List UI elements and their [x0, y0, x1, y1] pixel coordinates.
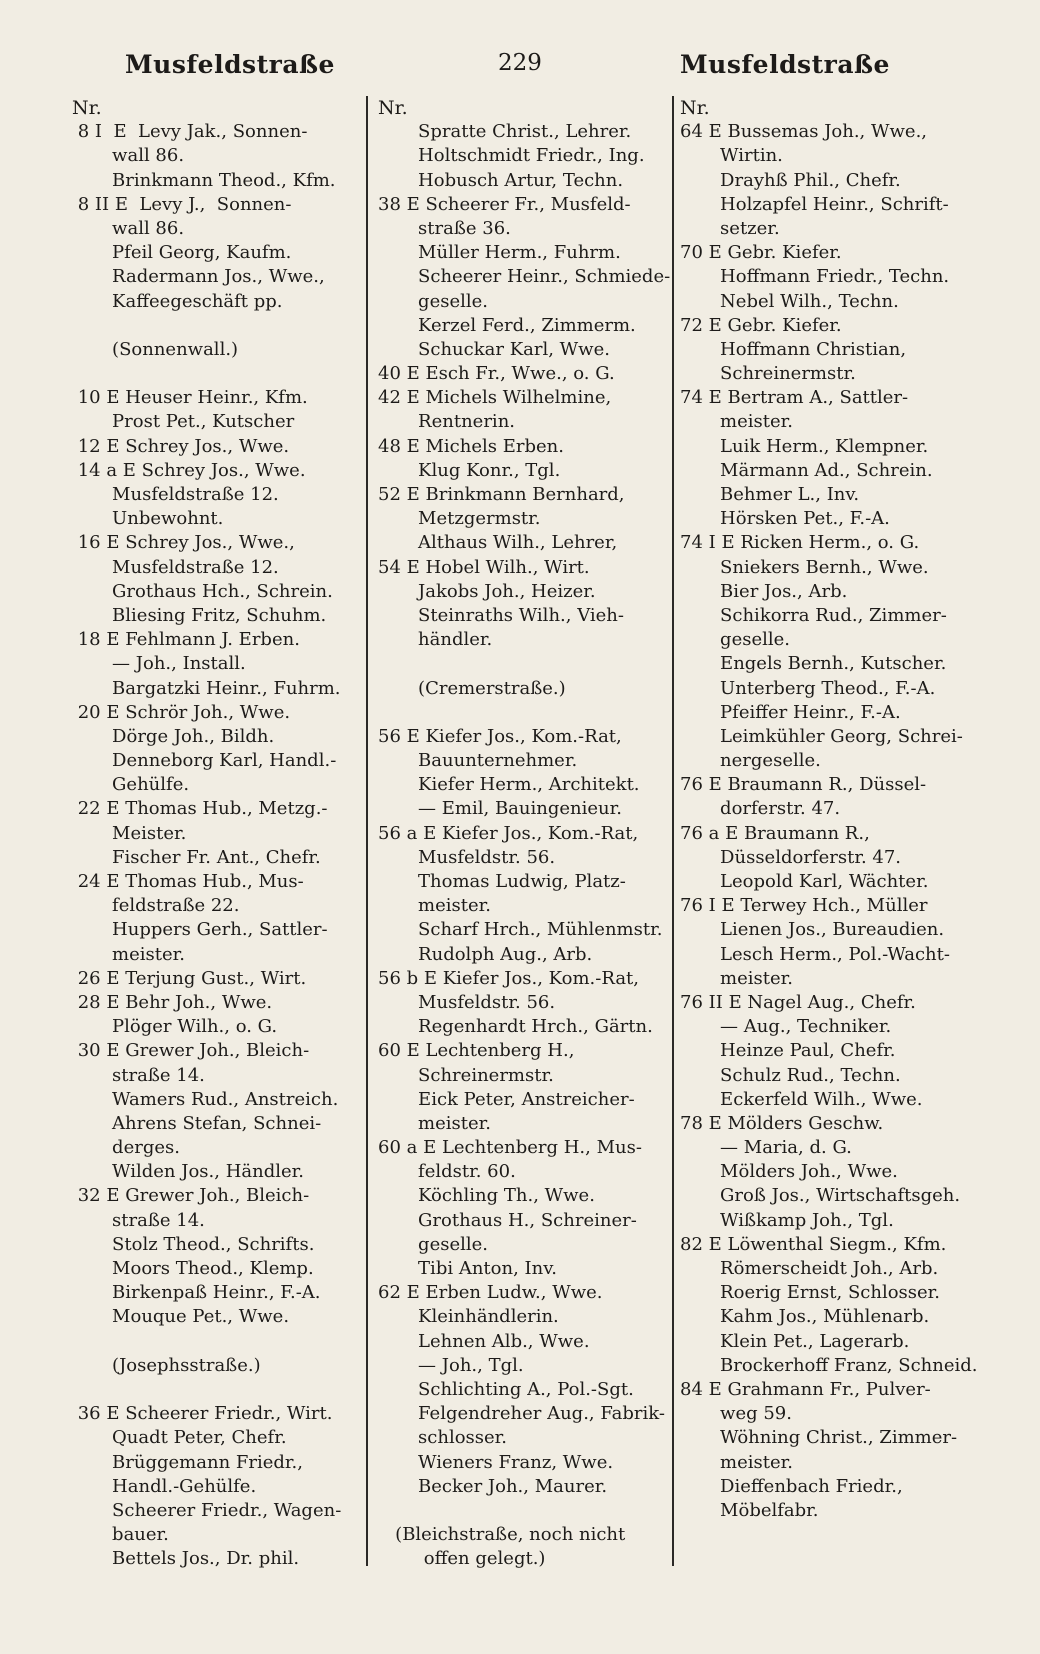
- resident-entry: Moors Theod., Klemp.: [72, 1258, 314, 1279]
- resident-entry: Becker Joh., Maurer.: [378, 1475, 608, 1497]
- resident-entry: Kleinhändlerin.: [378, 1306, 559, 1328]
- resident-entry: Möbelfabr.: [680, 1499, 819, 1521]
- resident-entry: Bauunternehmer.: [378, 750, 578, 772]
- resident-entry: Musfeldstraße 12.: [72, 556, 279, 578]
- resident-entry: Quadt Peter, Chefr.: [72, 1427, 287, 1449]
- resident-entry: Grothaus H., Schreiner-: [378, 1209, 637, 1231]
- house-entry: 64 E Bussemas Joh., Wwe.,: [680, 121, 928, 143]
- spacer: [378, 701, 678, 725]
- house-entry: 38 E Scheerer Fr., Musfeld-: [378, 193, 631, 215]
- house-entry: 62 E Erben Ludw., Wwe.: [378, 1282, 603, 1304]
- resident-entry: Denneborg Karl, Handl.-: [72, 750, 337, 772]
- resident-entry: Hoffmann Christian,: [680, 338, 907, 360]
- house-entry: 28 E Behr Joh., Wwe.: [72, 991, 273, 1013]
- resident-entry: Dörge Joh., Bildh.: [72, 725, 275, 747]
- resident-entry: Scharf Hrch., Mühlenmstr.: [378, 919, 663, 941]
- resident-entry: Brüggemann Friedr.,: [72, 1451, 303, 1473]
- resident-entry: Eckerfeld Wilh., Wwe.: [680, 1088, 923, 1110]
- house-entry: 78 E Mölders Geschw.: [680, 1112, 884, 1134]
- column-heading-nr: Nr.: [378, 97, 408, 119]
- resident-entry: Düsseldorferstr. 47.: [680, 846, 902, 868]
- resident-entry: Schlichting A., Pol.-Sgt.: [378, 1378, 634, 1400]
- resident-entry: Drayhß Phil., Chefr.: [680, 169, 901, 191]
- cross-street-label: (Cremerstraße.): [378, 677, 566, 699]
- resident-entry: Sniekers Bernh., Wwe.: [680, 556, 929, 578]
- resident-entry: Mölders Joh., Wwe.: [680, 1161, 898, 1183]
- resident-entry: Wieners Franz, Wwe.: [378, 1451, 614, 1473]
- house-entry: 20 E Schrör Joh., Wwe.: [72, 701, 291, 723]
- resident-entry: bauer.: [72, 1524, 169, 1546]
- resident-entry: Scheerer Friedr., Wagen-: [72, 1499, 342, 1521]
- resident-entry: Huppers Gerh., Sattler-: [72, 919, 328, 941]
- resident-entry: Metzgermstr.: [378, 508, 541, 530]
- house-entry: 24 E Thomas Hub., Mus-: [72, 871, 304, 892]
- house-entry: 18 E Fehlmann J. Erben.: [72, 629, 300, 651]
- house-entry: 14 a E Schrey Jos., Wwe.: [72, 459, 306, 481]
- house-entry: 22 E Thomas Hub., Metzg.-: [72, 798, 328, 820]
- house-entry: 82 E Löwenthal Siegm., Kfm.: [680, 1233, 947, 1255]
- resident-entry: Kerzel Ferd., Zimmerm.: [378, 314, 636, 336]
- resident-entry: Behmer L., Inv.: [680, 484, 860, 505]
- house-entry: 26 E Terjung Gust., Wirt.: [72, 967, 307, 989]
- resident-entry: straße 14.: [72, 1064, 205, 1086]
- resident-entry: Leopold Karl, Wächter.: [680, 871, 929, 892]
- resident-entry: Hoffmann Friedr., Techn.: [680, 266, 950, 288]
- page-number: 229: [498, 50, 542, 76]
- house-entry: 76 E Braumann R., Düssel-: [680, 774, 927, 796]
- resident-entry: — Maria, d. G.: [680, 1137, 852, 1159]
- resident-entry: Holtschmidt Friedr., Ing.: [378, 145, 645, 167]
- resident-entry: Grothaus Hch., Schrein.: [72, 580, 333, 602]
- resident-entry: Gehülfe.: [72, 774, 190, 796]
- resident-entry: Regenhardt Hrch., Gärtn.: [378, 1016, 653, 1038]
- resident-entry: feldstraße 22.: [72, 895, 240, 917]
- house-entry: 8 I E Levy Jak., Sonnen-: [72, 121, 308, 143]
- house-entry: 56 E Kiefer Jos., Kom.-Rat,: [378, 725, 622, 747]
- resident-entry: Ahrens Stefan, Schnei-: [72, 1112, 322, 1134]
- resident-entry: Musfeldstraße 12.: [72, 484, 279, 505]
- resident-entry: Leimkühler Georg, Schrei-: [680, 725, 963, 747]
- resident-entry: Brinkmann Theod., Kfm.: [72, 169, 336, 191]
- resident-entry: Kahm Jos., Mühlenarb.: [680, 1306, 930, 1328]
- house-entry: 56 a E Kiefer Jos., Kom.-Rat,: [378, 822, 639, 844]
- house-entry: 76 I E Terwey Hch., Müller: [680, 895, 928, 917]
- resident-entry: Hörsken Pet., F.-A.: [680, 508, 890, 530]
- resident-entry: Märmann Ad., Schrein.: [680, 459, 933, 481]
- resident-entry: Klein Pet., Lagerarb.: [680, 1330, 910, 1352]
- cross-street-label: (Bleichstraße, noch nicht: [378, 1524, 626, 1546]
- resident-entry: Bliesing Fritz, Schuhm.: [72, 604, 327, 626]
- resident-entry: Eick Peter, Anstreicher-: [378, 1088, 635, 1110]
- resident-entry: dorferstr. 47.: [680, 798, 841, 820]
- house-entry: 74 I E Ricken Herm., o. G.: [680, 532, 920, 554]
- resident-entry: Römerscheidt Joh., Arb.: [680, 1258, 939, 1279]
- resident-entry: — Joh., Tgl.: [378, 1354, 524, 1376]
- resident-entry: Birkenpaß Heinr., F.-A.: [72, 1282, 321, 1304]
- house-entry: 36 E Scheerer Friedr., Wirt.: [72, 1403, 333, 1425]
- resident-entry: Schreinermstr.: [378, 1064, 554, 1086]
- resident-entry: Brockerhoff Franz, Schneid.: [680, 1354, 978, 1376]
- resident-entry: Handl.-Gehülfe.: [72, 1475, 257, 1497]
- house-entry: 74 E Bertram A., Sattler-: [680, 387, 909, 409]
- spacer: [72, 314, 368, 338]
- house-entry: 54 E Hobel Wilh., Wirt.: [378, 556, 590, 578]
- resident-entry: Tibi Anton, Inv.: [378, 1258, 557, 1279]
- resident-entry: Holzapfel Heinr., Schrift-: [680, 193, 949, 215]
- resident-entry: Felgendreher Aug., Fabrik-: [378, 1403, 665, 1425]
- resident-entry: Pfeiffer Heinr., F.-A.: [680, 701, 901, 723]
- resident-entry: Radermann Jos., Wwe.,: [72, 266, 325, 288]
- resident-entry: feldstr. 60.: [378, 1161, 516, 1183]
- resident-entry: Rudolph Aug., Arb.: [378, 943, 593, 965]
- resident-entry: Wöhning Christ., Zimmer-: [680, 1427, 958, 1449]
- house-entry: 84 E Grahmann Fr., Pulver-: [680, 1378, 931, 1400]
- resident-entry: offen gelegt.): [378, 1548, 546, 1570]
- resident-entry: straße 36.: [378, 217, 511, 239]
- resident-entry: Schulz Rud., Techn.: [680, 1064, 901, 1086]
- resident-entry: Wirtin.: [680, 145, 783, 167]
- resident-entry: Schreinermstr.: [680, 363, 856, 385]
- directory-column-3: [680, 96, 985, 1523]
- house-entry: 48 E Michels Erben.: [378, 435, 564, 457]
- house-entry: 32 E Grewer Joh., Bleich-: [72, 1185, 310, 1207]
- resident-entry: Unterberg Theod., F.-A.: [680, 677, 936, 699]
- resident-entry: straße 14.: [72, 1209, 205, 1231]
- resident-entry: — Joh., Install.: [72, 653, 246, 675]
- resident-entry: Lienen Jos., Bureaudien.: [680, 919, 945, 941]
- resident-entry: Dieffenbach Friedr.,: [680, 1475, 903, 1497]
- resident-entry: Schuckar Karl, Wwe.: [378, 338, 610, 360]
- resident-entry: Plöger Wilh., o. G.: [72, 1016, 278, 1038]
- resident-entry: Köchling Th., Wwe.: [378, 1185, 595, 1207]
- page-header: [0, 50, 1040, 90]
- resident-entry: Groß Jos., Wirtschaftsgeh.: [680, 1185, 961, 1207]
- resident-entry: schlosser.: [378, 1427, 508, 1449]
- house-entry: 60 a E Lechtenberg H., Mus-: [378, 1137, 642, 1159]
- resident-entry: Fischer Fr. Ant., Chefr.: [72, 846, 321, 868]
- resident-entry: Lehnen Alb., Wwe.: [378, 1330, 590, 1352]
- resident-entry: wall 86.: [72, 145, 185, 167]
- resident-entry: Schikorra Rud., Zimmer-: [680, 604, 947, 626]
- directory-column-1: [72, 96, 368, 1571]
- resident-entry: Stolz Theod., Schrifts.: [72, 1233, 315, 1255]
- house-entry: 76 a E Braumann R.,: [680, 822, 870, 844]
- resident-entry: Engels Bernh., Kutscher.: [680, 653, 947, 675]
- resident-entry: Kaffeegeschäft pp.: [72, 290, 283, 312]
- house-entry: 10 E Heuser Heinr., Kfm.: [72, 387, 308, 409]
- house-entry: 72 E Gebr. Kiefer.: [680, 314, 842, 336]
- house-entry: 8 II E Levy J., Sonnen-: [72, 193, 292, 215]
- resident-entry: Lesch Herm., Pol.-Wacht-: [680, 943, 950, 965]
- house-entry: 12 E Schrey Jos., Wwe.: [72, 435, 290, 457]
- resident-entry: Rentnerin.: [378, 411, 516, 433]
- resident-entry: Mouque Pet., Wwe.: [72, 1306, 290, 1328]
- column-heading-nr: Nr.: [680, 97, 710, 119]
- resident-entry: setzer.: [680, 217, 780, 239]
- resident-entry: Steinraths Wilh., Vieh-: [378, 604, 624, 626]
- house-entry: 70 E Gebr. Kiefer.: [680, 242, 842, 264]
- resident-entry: Müller Herm., Fuhrm.: [378, 242, 621, 264]
- resident-entry: Pfeil Georg, Kaufm.: [72, 242, 292, 264]
- resident-entry: meister.: [680, 1451, 794, 1473]
- resident-entry: — Emil, Bauingenieur.: [378, 798, 622, 820]
- resident-entry: Meister.: [72, 822, 187, 844]
- resident-entry: weg 59.: [680, 1403, 792, 1425]
- resident-entry: händler.: [378, 629, 493, 651]
- resident-entry: Bier Jos., Arb.: [680, 580, 848, 602]
- house-entry: 16 E Schrey Jos., Wwe.,: [72, 532, 295, 554]
- column-heading-nr: Nr.: [72, 97, 102, 119]
- resident-entry: Wilden Jos., Händler.: [72, 1161, 304, 1183]
- house-entry: 42 E Michels Wilhelmine,: [378, 387, 612, 409]
- resident-entry: meister.: [680, 411, 794, 433]
- resident-entry: geselle.: [680, 629, 791, 651]
- house-entry: 40 E Esch Fr., Wwe., o. G.: [378, 363, 615, 385]
- resident-entry: Unbewohnt.: [72, 508, 224, 530]
- cross-street-label: (Josephsstraße.): [72, 1354, 261, 1376]
- resident-entry: meister.: [378, 1112, 492, 1134]
- spacer: [378, 652, 678, 676]
- resident-entry: Roerig Ernst, Schlosser.: [680, 1282, 941, 1304]
- resident-entry: Luik Herm., Klempner.: [680, 435, 929, 457]
- resident-entry: wall 86.: [72, 217, 185, 239]
- cross-street-label: (Sonnenwall.): [72, 338, 239, 360]
- spacer: [378, 1499, 678, 1523]
- house-entry: 76 II E Nagel Aug., Chefr.: [680, 991, 916, 1013]
- house-entry: 30 E Grewer Joh., Bleich-: [72, 1040, 310, 1062]
- spacer: [72, 1378, 368, 1402]
- resident-entry: Musfeldstr. 56.: [378, 991, 556, 1013]
- resident-entry: Scheerer Heinr., Schmiede-: [378, 266, 671, 288]
- spacer: [72, 1330, 368, 1354]
- resident-entry: Nebel Wilh., Techn.: [680, 290, 899, 312]
- resident-entry: Thomas Ludwig, Platz-: [378, 871, 626, 892]
- resident-entry: Bargatzki Heinr., Fuhrm.: [72, 677, 341, 699]
- resident-entry: Althaus Wilh., Lehrer,: [378, 532, 618, 554]
- header-right-title: Musfeldstraße: [680, 50, 890, 79]
- resident-entry: Bettels Jos., Dr. phil.: [72, 1548, 300, 1570]
- resident-entry: Musfeldstr. 56.: [378, 846, 556, 868]
- house-entry: 56 b E Kiefer Jos., Kom.-Rat,: [378, 967, 640, 989]
- resident-entry: Prost Pet., Kutscher: [72, 411, 295, 433]
- resident-entry: nergeselle.: [680, 750, 821, 772]
- resident-entry: — Aug., Techniker.: [680, 1016, 892, 1038]
- resident-entry: Wißkamp Joh., Tgl.: [680, 1209, 894, 1231]
- resident-entry: Kiefer Herm., Architekt.: [378, 774, 640, 796]
- resident-entry: meister.: [72, 943, 186, 965]
- resident-entry: Spratte Christ., Lehrer.: [378, 121, 632, 143]
- spacer: [72, 362, 368, 386]
- resident-entry: Wamers Rud., Anstreich.: [72, 1088, 339, 1110]
- resident-entry: Klug Konr., Tgl.: [378, 459, 561, 481]
- resident-entry: Jakobs Joh., Heizer.: [378, 580, 596, 602]
- resident-entry: meister.: [378, 895, 492, 917]
- resident-entry: meister.: [680, 967, 794, 989]
- resident-entry: Hobusch Artur, Techn.: [378, 169, 624, 191]
- resident-entry: geselle.: [378, 290, 489, 312]
- resident-entry: derges.: [72, 1137, 180, 1159]
- header-left-title: Musfeldstraße: [125, 50, 335, 79]
- resident-entry: Heinze Paul, Chefr.: [680, 1040, 896, 1062]
- resident-entry: geselle.: [378, 1233, 489, 1255]
- house-entry: 52 E Brinkmann Bernhard,: [378, 484, 625, 505]
- directory-column-2: [378, 96, 678, 1571]
- house-entry: 60 E Lechtenberg H.,: [378, 1040, 575, 1062]
